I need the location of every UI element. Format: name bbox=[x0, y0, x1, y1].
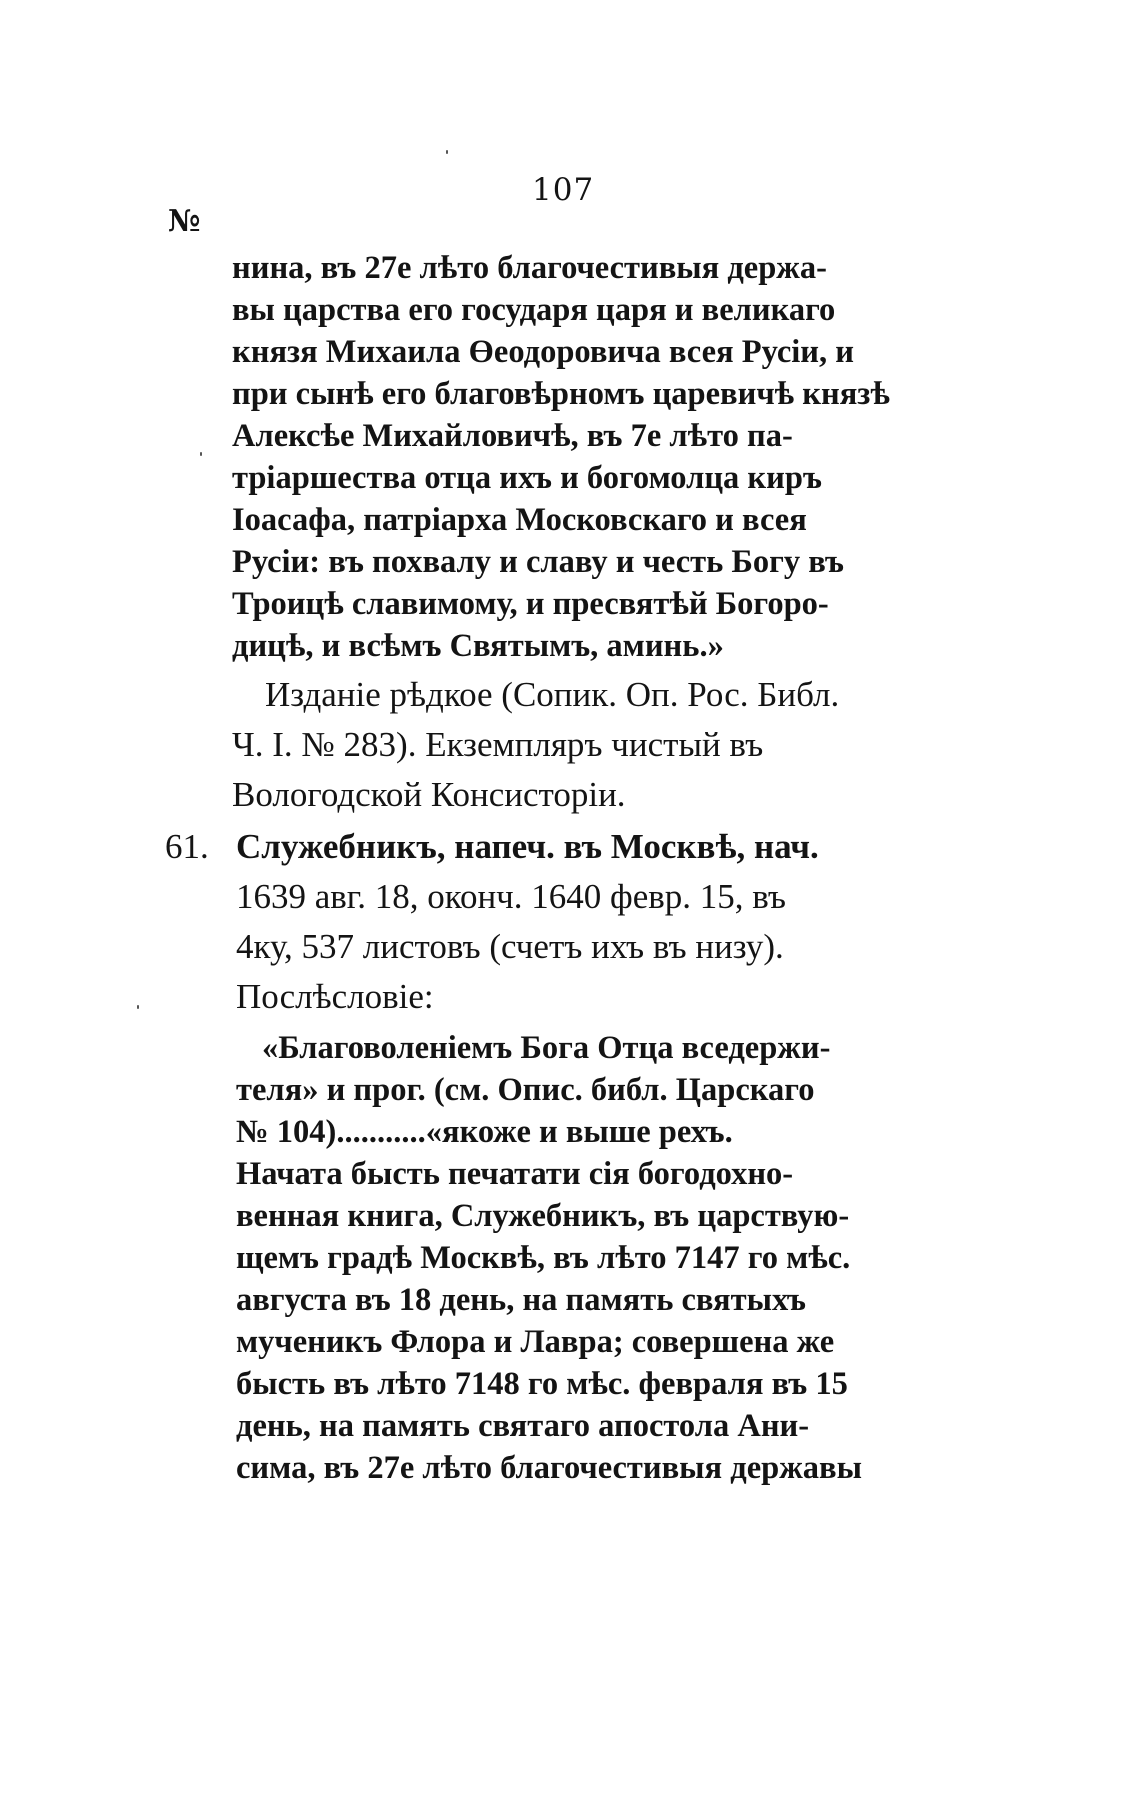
quote-line: дицѣ, и всѣмъ Святымъ, аминь.» bbox=[232, 628, 724, 664]
afterword-line: августа въ 18 день, на память святыхъ bbox=[236, 1282, 806, 1318]
print-speck bbox=[446, 150, 448, 154]
quote-line: вы царства его государя царя и великаго bbox=[232, 292, 836, 328]
afterword-line: теля» и прог. (см. Опис. библ. Царскаго bbox=[236, 1072, 815, 1108]
afterword-line: мученикъ Флора и Лавра; совершена же bbox=[236, 1324, 835, 1360]
afterword-line: «Благоволеніемъ Бога Отца вседержи- bbox=[262, 1030, 831, 1066]
entry-line: 1639 авг. 18, оконч. 1640 февр. 15, въ bbox=[236, 877, 787, 916]
quote-line: Алексѣе Михайловичѣ, въ 7е лѣто па- bbox=[232, 418, 793, 454]
entry-number: 61. bbox=[165, 827, 209, 866]
page-number: 107 bbox=[532, 172, 595, 208]
entry-afterword-label: Послѣсловіе: bbox=[236, 977, 434, 1016]
afterword-line: щемъ градѣ Москвѣ, въ лѣто 7147 го мѣс. bbox=[236, 1240, 851, 1276]
afterword-line: венная книга, Служебникъ, въ царствую- bbox=[236, 1198, 850, 1234]
quote-line: нина, въ 27е лѣто благочестивыя держа- bbox=[232, 250, 827, 286]
edition-note-line: Вологодской Консисторіи. bbox=[232, 775, 626, 814]
print-speck bbox=[137, 1005, 139, 1009]
entry-title-line: Служебникъ, напеч. въ Москвѣ, нач. bbox=[236, 827, 819, 866]
afterword-line: Начата бысть печатати сія богодохно- bbox=[236, 1156, 794, 1192]
entry-line: 4ку, 537 листовъ (счетъ ихъ въ низу). bbox=[236, 927, 784, 966]
quote-line: Троицѣ славимому, и пресвятѣй Богоро- bbox=[232, 586, 829, 622]
afterword-line: сима, въ 27е лѣто благочестивыя державы bbox=[236, 1450, 862, 1486]
edition-note-line: Ч. I. № 283). Екземпляръ чистый въ bbox=[232, 725, 764, 764]
quote-line: князя Михаила Өеодоровича всея Русіи, и bbox=[232, 334, 854, 370]
afterword-line: день, на память святаго апостола Ани- bbox=[236, 1408, 810, 1444]
quote-line: Русіи: въ похвалу и славу и честь Богу въ bbox=[232, 544, 844, 580]
print-speck bbox=[200, 452, 202, 456]
afterword-line: № 104)...........«якоже и выше рехъ. bbox=[236, 1114, 733, 1150]
afterword-line: бысть въ лѣто 7148 го мѣс. февраля въ 15 bbox=[236, 1366, 848, 1402]
quote-line: при сынѣ его благовѣрномъ царевичѣ князѣ bbox=[232, 376, 890, 412]
margin-numero-marker: № bbox=[168, 204, 201, 239]
quote-line: тріаршества отца ихъ и богомолца киръ bbox=[232, 460, 822, 496]
edition-note-line: Изданіе рѣдкое (Сопик. Оп. Рос. Библ. bbox=[265, 675, 840, 714]
quote-line: Іоасафа, патріарха Московскаго и всея bbox=[232, 502, 807, 538]
